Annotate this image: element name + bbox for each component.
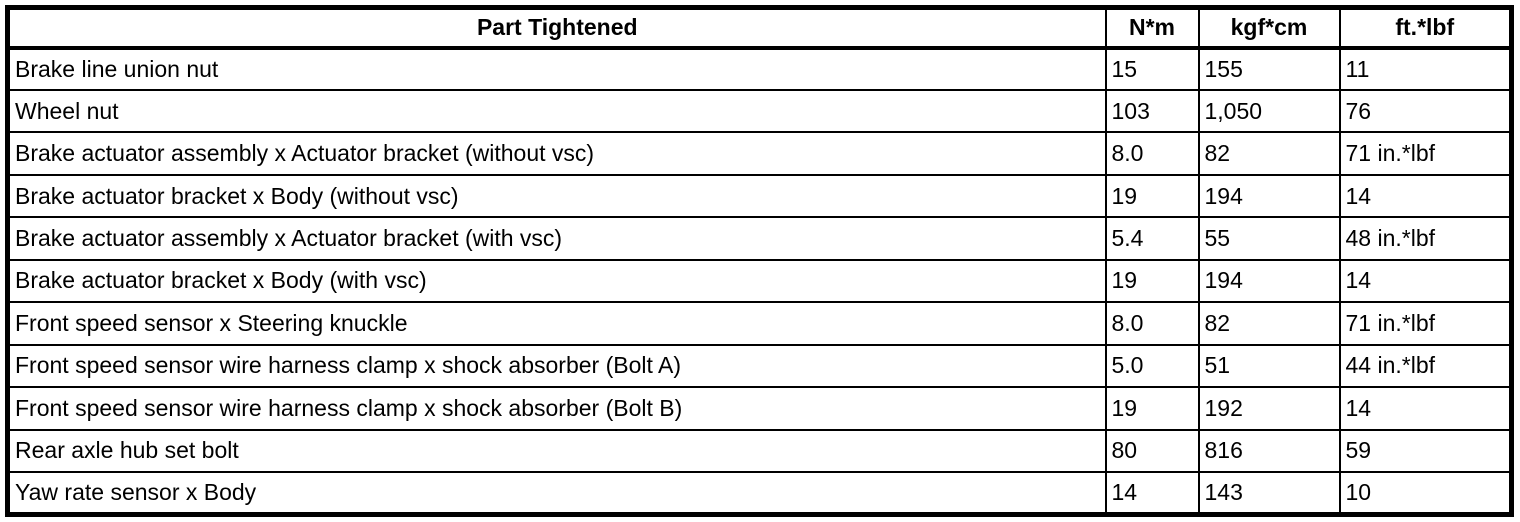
ftlbf-cell: 48 in.*lbf [1340, 217, 1512, 259]
nm-cell: 80 [1106, 430, 1199, 472]
ftlbf-cell: 14 [1340, 387, 1512, 429]
ftlbf-cell: 71 in.*lbf [1340, 132, 1512, 174]
nm-cell: 19 [1106, 387, 1199, 429]
part-cell: Rear axle hub set bolt [8, 430, 1106, 472]
table-body [8, 48, 1512, 515]
table-row [8, 472, 1512, 514]
table-row [8, 302, 1512, 344]
ftlbf-cell: 14 [1340, 175, 1512, 217]
table-row [8, 217, 1512, 259]
kgfcm-cell: 194 [1199, 260, 1340, 302]
column-header-part-tightened: Part Tightened [8, 8, 1106, 48]
part-cell: Yaw rate sensor x Body [8, 472, 1106, 514]
table-row [8, 260, 1512, 302]
nm-cell: 103 [1106, 90, 1199, 132]
torque-spec-table [5, 5, 1514, 517]
kgfcm-cell: 192 [1199, 387, 1340, 429]
kgfcm-cell: 816 [1199, 430, 1340, 472]
table-row [8, 90, 1512, 132]
part-cell: Brake actuator assembly x Actuator bracket (without vsc) [8, 132, 1106, 174]
kgfcm-cell: 1,050 [1199, 90, 1340, 132]
nm-cell: 19 [1106, 175, 1199, 217]
kgfcm-cell: 155 [1199, 48, 1340, 90]
table-row [8, 345, 1512, 387]
nm-cell: 5.0 [1106, 345, 1199, 387]
part-cell: Brake actuator bracket x Body (without vsc) [8, 175, 1106, 217]
column-header-kgfcm: kgf*cm [1199, 8, 1340, 48]
table-row [8, 175, 1512, 217]
nm-cell: 5.4 [1106, 217, 1199, 259]
ftlbf-cell: 44 in.*lbf [1340, 345, 1512, 387]
table-row [8, 430, 1512, 472]
part-cell: Brake actuator bracket x Body (with vsc) [8, 260, 1106, 302]
column-header-nm: N*m [1106, 8, 1199, 48]
kgfcm-cell: 82 [1199, 302, 1340, 344]
ftlbf-cell: 14 [1340, 260, 1512, 302]
nm-cell: 15 [1106, 48, 1199, 90]
table-header-row [8, 8, 1512, 48]
ftlbf-cell: 10 [1340, 472, 1512, 514]
kgfcm-cell: 143 [1199, 472, 1340, 514]
table-row [8, 387, 1512, 429]
ftlbf-cell: 59 [1340, 430, 1512, 472]
table-row [8, 48, 1512, 90]
ftlbf-cell: 11 [1340, 48, 1512, 90]
column-header-ftlbf: ft.*lbf [1340, 8, 1512, 48]
nm-cell: 14 [1106, 472, 1199, 514]
kgfcm-cell: 55 [1199, 217, 1340, 259]
ftlbf-cell: 71 in.*lbf [1340, 302, 1512, 344]
kgfcm-cell: 51 [1199, 345, 1340, 387]
part-cell: Front speed sensor x Steering knuckle [8, 302, 1106, 344]
nm-cell: 8.0 [1106, 302, 1199, 344]
nm-cell: 8.0 [1106, 132, 1199, 174]
table-row [8, 132, 1512, 174]
part-cell: Brake actuator assembly x Actuator bracket (with vsc) [8, 217, 1106, 259]
ftlbf-cell: 76 [1340, 90, 1512, 132]
part-cell: Brake line union nut [8, 48, 1106, 90]
kgfcm-cell: 194 [1199, 175, 1340, 217]
part-cell: Front speed sensor wire harness clamp x shock absorber (Bolt A) [8, 345, 1106, 387]
nm-cell: 19 [1106, 260, 1199, 302]
kgfcm-cell: 82 [1199, 132, 1340, 174]
part-cell: Wheel nut [8, 90, 1106, 132]
part-cell: Front speed sensor wire harness clamp x shock absorber (Bolt B) [8, 387, 1106, 429]
